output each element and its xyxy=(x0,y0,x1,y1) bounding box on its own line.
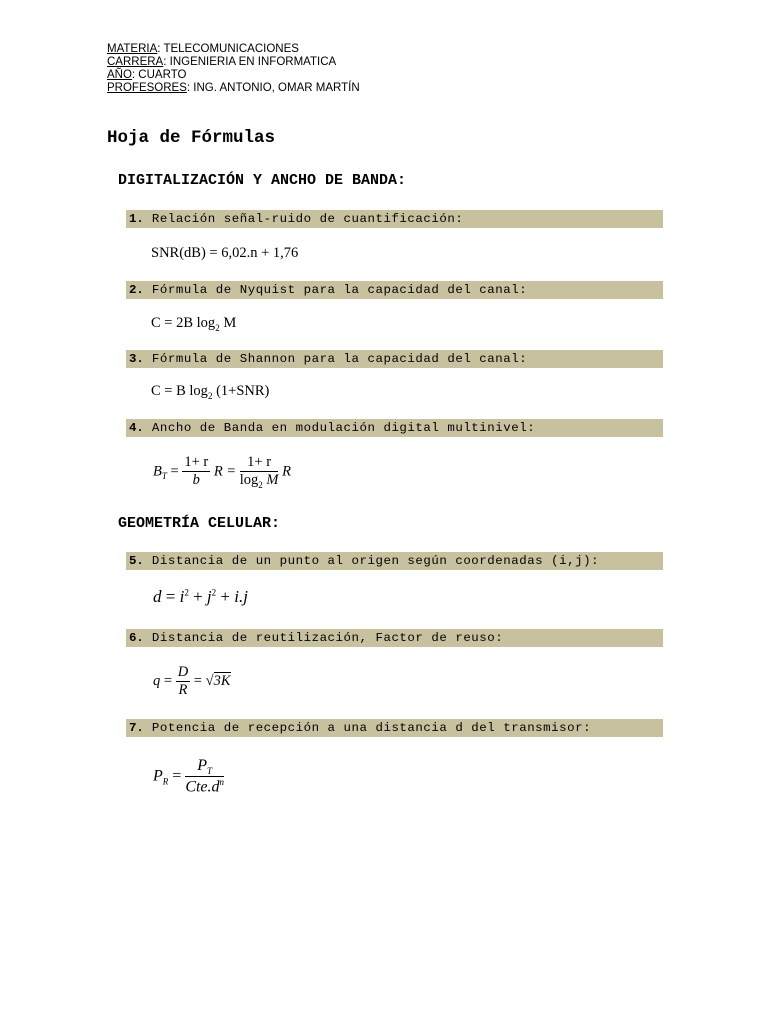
page-title: Hoja de Fórmulas xyxy=(107,128,276,148)
bw-den-1: b xyxy=(192,472,200,489)
dist-eq: = xyxy=(161,587,180,606)
reuse-num: D xyxy=(177,664,189,680)
dist-j: j xyxy=(206,587,212,606)
formula-heading-4 xyxy=(126,419,663,437)
reuse-fraction xyxy=(176,664,190,699)
profesores-value: : ING. ANTONIO, OMAR MARTÍN xyxy=(186,82,360,94)
item-text: Distancia de reutilización, Factor de reuso: xyxy=(151,631,504,645)
section-geometria: GEOMETRÍA CELULAR: xyxy=(118,515,281,532)
dist-plus-1: + xyxy=(188,587,207,606)
document-header xyxy=(107,43,360,95)
header-profesores xyxy=(107,82,360,95)
power-eq: = xyxy=(168,767,186,785)
shannon-part-a: C = B log xyxy=(151,383,208,399)
item-number: 6. xyxy=(129,631,144,645)
carrera-value: : INGENIERIA EN INFORMATICA xyxy=(163,56,337,68)
nyquist-part-b: M xyxy=(219,315,237,331)
reuse-radicand: 3K xyxy=(213,672,231,689)
item-text: Relación señal-ruido de cuantificación: xyxy=(151,212,464,226)
formula-snr: SNR(dB) = 6,02.n + 1,76 xyxy=(151,245,299,261)
sqrt-icon: √ xyxy=(205,672,214,689)
shannon-sub: 2 xyxy=(207,390,213,401)
bw-tail: R xyxy=(282,463,291,480)
ano-label: AÑO xyxy=(107,69,132,81)
item-number: 2. xyxy=(129,283,144,297)
dist-i: i xyxy=(179,587,185,606)
dist-sup-j: 2 xyxy=(211,587,217,598)
bw-lhs-sub: T xyxy=(161,471,167,482)
reuse-eq: = xyxy=(160,672,176,689)
bw-den-log: log xyxy=(239,472,259,488)
formula-shannon xyxy=(151,383,269,401)
item-text: Fórmula de Nyquist para la capacidad del canal: xyxy=(151,283,528,297)
dist-lhs: d xyxy=(153,587,162,606)
profesores-label: PROFESORES xyxy=(107,82,187,94)
bw-lhs: B xyxy=(153,463,162,480)
reuse-lhs: q xyxy=(153,672,161,689)
shannon-part-b: (1+SNR) xyxy=(212,383,270,399)
section-digitalizacion: DIGITALIZACIÓN Y ANCHO DE BANDA: xyxy=(118,172,407,189)
item-number: 3. xyxy=(129,352,144,366)
reuse-den: R xyxy=(178,682,188,698)
item-number: 4. xyxy=(129,421,144,435)
power-num xyxy=(185,757,224,777)
reuse-eq-2: = xyxy=(193,672,206,689)
dist-plus-2: + xyxy=(216,587,235,606)
header-ano xyxy=(107,69,360,82)
header-materia xyxy=(107,43,360,56)
power-num-p: P xyxy=(197,757,208,774)
formula-heading-1 xyxy=(126,210,663,228)
carrera-label: CARRERA xyxy=(107,56,164,68)
bw-num-1: 1+ r xyxy=(184,454,209,471)
bw-num-2: 1+ r xyxy=(240,454,279,472)
power-fraction xyxy=(185,757,224,797)
item-text: Fórmula de Shannon para la capacidad del canal: xyxy=(151,352,528,366)
formula-heading-3 xyxy=(126,350,663,368)
ano-value: : CUARTO xyxy=(131,69,187,81)
formula-bandwidth xyxy=(153,454,291,490)
nyquist-part-a: C = 2B log xyxy=(151,315,216,331)
materia-value: : TELECOMUNICACIONES xyxy=(157,43,299,55)
bw-eq: = xyxy=(166,463,183,480)
formula-distance xyxy=(153,587,248,607)
power-den xyxy=(185,777,224,796)
power-num-sub: T xyxy=(207,766,213,777)
formula-reuse xyxy=(153,664,231,699)
power-lhs-sub: R xyxy=(162,776,169,787)
formula-heading-2 xyxy=(126,281,663,299)
power-lhs: P xyxy=(153,767,163,785)
dist-sup-i: 2 xyxy=(184,587,189,598)
formula-nyquist xyxy=(151,315,236,333)
bw-den-m: M xyxy=(262,472,279,488)
bw-den-2 xyxy=(240,472,279,490)
bw-mid: R = xyxy=(213,463,240,480)
formula-heading-5 xyxy=(126,552,663,570)
formula-power xyxy=(153,757,224,797)
bw-den-sub: 2 xyxy=(258,479,263,490)
item-text: Distancia de un punto al origen según coordenadas (i,j): xyxy=(151,554,600,568)
item-number: 5. xyxy=(129,554,144,568)
item-text: Ancho de Banda en modulación digital multinivel: xyxy=(151,421,536,435)
dist-ij: i.j xyxy=(234,587,248,606)
formula-heading-6 xyxy=(126,629,663,647)
bw-fraction-1 xyxy=(182,454,210,489)
item-number: 1. xyxy=(129,212,144,226)
materia-label: MATERIA xyxy=(107,43,158,55)
header-carrera xyxy=(107,56,360,69)
power-den-sup: n xyxy=(219,777,225,788)
bw-fraction-2 xyxy=(240,454,279,490)
item-text: Potencia de recepción a una distancia d del transmisor: xyxy=(151,721,592,735)
nyquist-sub: 2 xyxy=(215,322,220,333)
item-number: 7. xyxy=(129,721,144,735)
formula-heading-7 xyxy=(126,719,663,737)
power-den-text: Cte.d xyxy=(185,778,220,796)
